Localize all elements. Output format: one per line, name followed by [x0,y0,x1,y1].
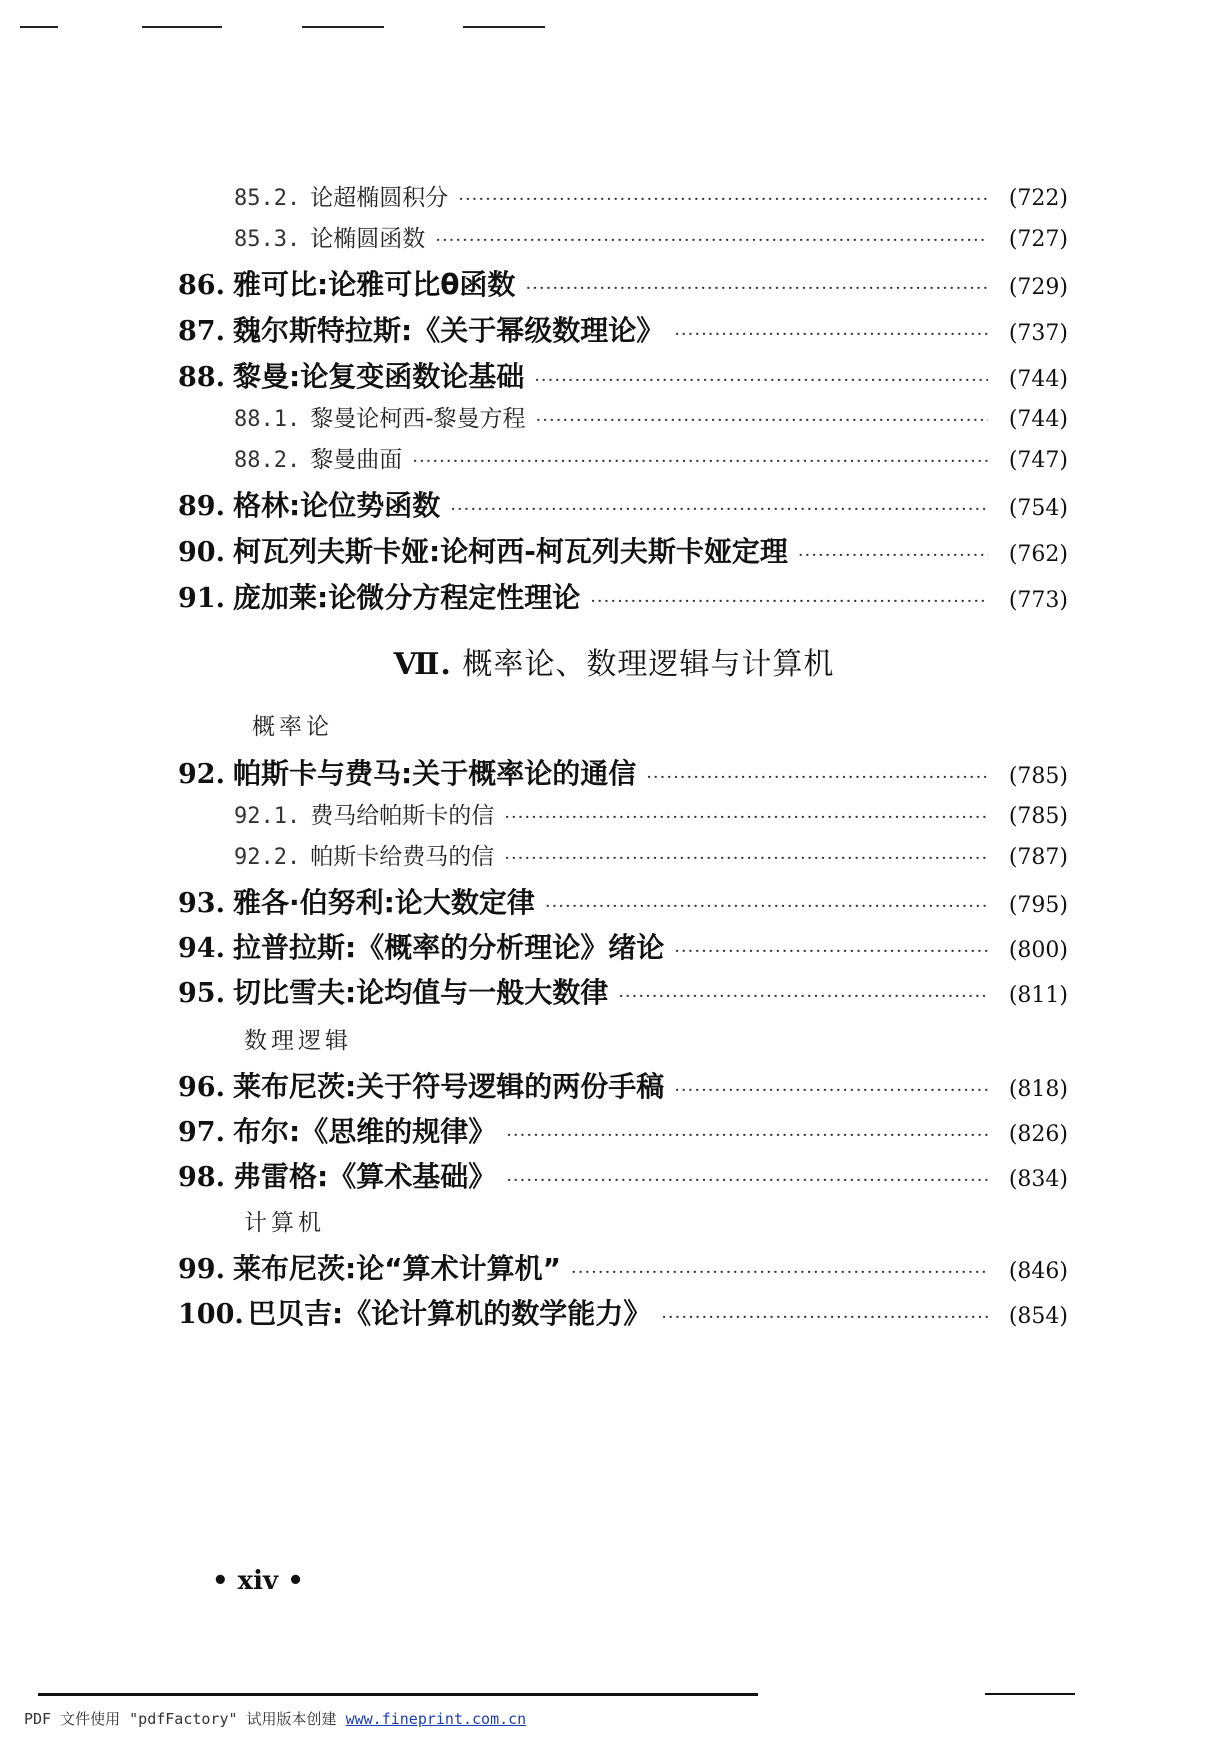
toc-entry[interactable] [0,752,1228,788]
toc-entry[interactable] [0,1155,1228,1191]
entry-page: (787) [1008,845,1068,870]
leader-dots [435,230,988,251]
entry-title: 莱布尼茨:论“算术计算机” [233,1252,562,1285]
toc-entry[interactable] [0,797,1228,833]
top-rule-3 [302,26,384,28]
toc-entry[interactable] [0,926,1228,962]
entry-number: 97. [178,1117,225,1148]
leader-dots [674,941,988,962]
section-roman: Ⅶ. [393,647,452,682]
entry-number: 92. [178,759,225,790]
entry-page: (834) [1008,1167,1068,1192]
entry-number: 100. [178,1299,244,1330]
leader-dots [798,545,988,566]
category-label: 数理逻辑 [244,1028,352,1054]
entry-page: (785) [1008,764,1068,789]
entry-title: 布尔:《思维的规律》 [233,1115,497,1148]
entry-page: (727) [1008,227,1068,252]
toc-entry[interactable] [0,881,1228,917]
toc-entry[interactable] [0,1110,1228,1146]
leader-dots [661,1307,988,1328]
leader-dots [674,324,988,345]
bottom-rule-short [985,1693,1075,1695]
entry-number: 88.1. [234,407,301,432]
pdf-footer [24,1708,526,1729]
entry-page: (737) [1008,321,1068,346]
leader-dots [674,1080,988,1101]
leader-dots [571,1262,988,1283]
entry-number: 91. [178,583,225,614]
entry-title: 柯瓦列夫斯卡娅:论柯西-柯瓦列夫斯卡娅定理 [233,535,788,568]
entry-title: 帕斯卡给费马的信 [310,844,495,870]
entry-number: 92.2. [234,845,301,870]
toc-entry[interactable] [0,484,1228,520]
entry-title: 帕斯卡与费马:关于概率论的通信 [233,757,637,790]
entry-page: (854) [1008,1304,1068,1329]
entry-title: 莱布尼茨:关于符号逻辑的两份手稿 [233,1070,665,1103]
leader-dots [590,591,988,612]
entry-title: 庞加莱:论微分方程定性理论 [233,581,581,614]
entry-title: 论椭圆函数 [310,226,426,252]
entry-page: (747) [1008,448,1068,473]
top-rule-2 [142,26,222,28]
leader-dots [545,896,988,917]
entry-page: (762) [1008,542,1068,567]
entry-number: 90. [178,537,225,568]
toc-entry[interactable] [0,1247,1228,1283]
entry-title: 巴贝吉:《论计算机的数学能力》 [248,1297,652,1330]
section-title: 概率论、数理逻辑与计算机 [462,647,835,682]
entry-title: 拉普拉斯:《概率的分析理论》绪论 [233,931,665,964]
leader-dots [534,370,988,391]
entry-number: 96. [178,1072,225,1103]
leader-dots [506,1125,988,1146]
section-heading [0,639,1228,683]
leader-dots [506,1170,988,1191]
entry-page: (795) [1008,893,1068,918]
entry-number: 85.2. [234,186,301,211]
entry-number: 99. [178,1254,225,1285]
entry-title: 切比雪夫:论均值与一般大数律 [233,976,609,1009]
leader-dots [646,767,988,788]
bottom-rule [38,1693,758,1696]
toc-entry[interactable] [0,400,1228,436]
leader-dots [504,848,988,869]
entry-number: 88. [178,362,225,393]
top-rule-1 [20,26,58,28]
entry-page: (722) [1008,186,1068,211]
entry-page: (754) [1008,496,1068,521]
leader-dots [536,410,988,431]
entry-title: 格林:论位势函数 [233,489,441,522]
toc-entry[interactable] [0,355,1228,391]
entry-page: (800) [1008,938,1068,963]
leader-dots [458,189,988,210]
toc-entry[interactable] [0,220,1228,256]
footer-text: PDF 文件使用 "pdfFactory" 试用版本创建 [24,1710,346,1728]
entry-number: 98. [178,1162,225,1193]
toc-entry[interactable] [0,576,1228,612]
entry-page: (785) [1008,804,1068,829]
toc-entry[interactable] [0,838,1228,874]
entry-page: (826) [1008,1122,1068,1147]
top-rule-4 [463,26,545,28]
entry-title: 黎曼曲面 [310,447,403,473]
entry-title: 雅可比:论雅可比θ函数 [233,268,516,301]
page-number: • xiv • [212,1566,304,1596]
entry-number: 86. [178,270,225,301]
leader-dots [618,986,988,1007]
entry-title: 黎曼论柯西-黎曼方程 [310,406,526,432]
entry-page: (773) [1008,588,1068,613]
entry-title: 雅各·伯努利:论大数定律 [233,886,535,919]
leader-dots [504,807,988,828]
entry-title: 论超椭圆积分 [310,185,449,211]
entry-title: 黎曼:论复变函数论基础 [233,360,525,393]
leader-dots [450,499,988,520]
footer-link[interactable]: www.fineprint.com.cn [345,1710,527,1728]
entry-page: (811) [1008,983,1068,1008]
entry-number: 89. [178,491,225,522]
entry-number: 85.3. [234,227,301,252]
entry-number: 94. [178,933,225,964]
entry-page: (744) [1008,367,1068,392]
leader-dots [525,278,988,299]
toc-entry[interactable] [0,309,1228,345]
entry-page: (818) [1008,1077,1068,1102]
entry-title: 费马给帕斯卡的信 [310,803,495,829]
toc-entry[interactable] [0,179,1228,215]
toc-entry[interactable] [0,1292,1228,1328]
entry-number: 95. [178,978,225,1009]
entry-number: 88.2. [234,448,301,473]
toc-entry[interactable] [0,1065,1228,1101]
toc-entry[interactable] [0,971,1228,1007]
category-label: 计算机 [244,1210,325,1236]
entry-page: (846) [1008,1259,1068,1284]
toc-entry[interactable] [0,263,1228,299]
category-label: 概率论 [252,714,333,740]
entry-title: 魏尔斯特拉斯:《关于幂级数理论》 [233,314,665,347]
entry-number: 92.1. [234,804,301,829]
entry-page: (744) [1008,407,1068,432]
entry-title: 弗雷格:《算术基础》 [233,1160,497,1193]
entry-page: (729) [1008,275,1068,300]
entry-number: 93. [178,888,225,919]
entry-number: 87. [178,316,225,347]
toc-entry[interactable] [0,530,1228,566]
toc-entry[interactable] [0,441,1228,477]
leader-dots [412,451,988,472]
